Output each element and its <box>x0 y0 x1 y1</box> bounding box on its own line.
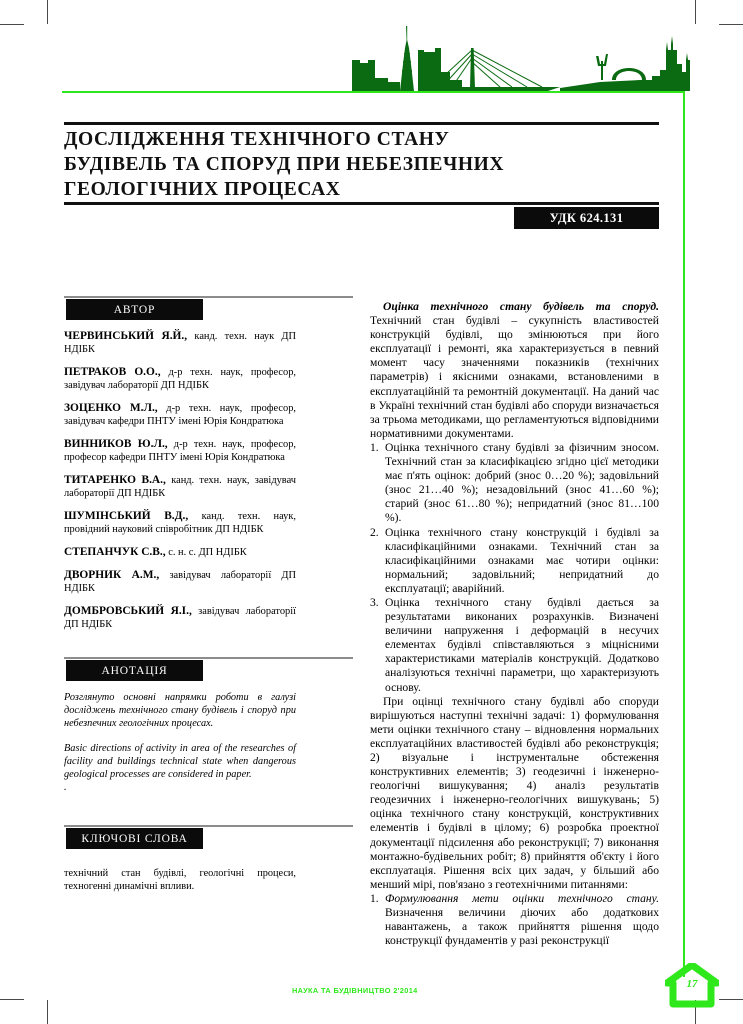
title-rule-bottom <box>64 202 659 205</box>
author-entry <box>64 402 296 428</box>
left-column <box>64 296 296 893</box>
page-title <box>64 127 664 202</box>
author-entry <box>64 546 296 559</box>
author-role: канд. техн. наук ДП НДІБК <box>64 331 296 355</box>
intro-paragraph <box>370 300 659 441</box>
author-section-rule <box>64 296 353 298</box>
author-name: ЗОЦЕНКО М.Л., <box>64 402 158 414</box>
footer-journal-name: НАУКА ТА БУДІВНИЦТВО 2'2014 <box>292 986 418 995</box>
page-title-line-1: ДОСЛІДЖЕННЯ ТЕХНІЧНОГО СТАНУ <box>64 129 450 150</box>
list-item-text: Оцінка технічного стану будівлі за фізичним зносом. Технічний стан за класифікацією згідно цієї методики має п'ять оцінок: добрий (знос 0…20 %); задовільний (знос 21…40 %); незадовільний (знос 41…60 %); старий (знос 61…80 %); непридатний (знос 81…100 %). <box>385 440 659 525</box>
author-entry <box>64 510 296 536</box>
annotation-ukrainian: Розглянуто основні напрямки роботи в галузі досліджень технічного стану будівель і споруд при небезпечних геологічних процесах. <box>64 692 296 730</box>
author-role: завідувач лабораторії ДП НДІБК <box>64 606 296 630</box>
annotation-trailing-dot: . <box>64 782 67 794</box>
list-item-text: Оцінка технічного стану конструкцій і будівлі за класифікаційними ознаками. Технічний стан за класифікаційними ознаками має чотири оцінки: нормальний; задовільний; непридатний до експлуатації; аварійний. <box>385 525 659 595</box>
page-title-line-2: БУДІВЕЛЬ ТА СПОРУД ПРИ НЕБЕЗПЕЧНИХ <box>64 154 505 175</box>
author-role: канд. техн. наук, завідувач лабораторії ДП НДІБК <box>64 475 296 499</box>
author-entry <box>64 438 296 464</box>
author-name: ЧЕРВИНСЬКИЙ Я.Й., <box>64 330 188 342</box>
list-item <box>370 596 659 695</box>
list-item-number: 1. <box>370 891 379 905</box>
keywords-section-label: КЛЮЧОВІ СЛОВА <box>66 828 203 849</box>
page-title-line-3: ГЕОЛОГІЧНИХ ПРОЦЕСАХ <box>64 179 341 200</box>
crop-mark-top-right-horizontal <box>719 24 743 25</box>
intro-lead-phrase: Оцінка технічного стану будівель та споруд. <box>383 300 659 313</box>
annotation-section-label: АНОТАЦІЯ <box>66 660 203 681</box>
annotation-section-rule <box>64 657 353 659</box>
list-item-number: 1. <box>370 440 379 454</box>
list-item-number: 3. <box>370 595 379 609</box>
list-item <box>370 526 659 596</box>
tasks-paragraph: При оцінці технічного стану будівлі або споруди вирішуються наступні технічні задачі: 1) формулювання мети оцінки технічного стану – відновлення нормальних експлуатаційних властивостей будівлі або реконструкція; 2) візуальне і інструментальне обстеження конструктивних елементів; 3) геодезичні і інженерно-геологічні вишукування; 4) аналіз результатів геодезичних і інженерно-геологічних вишукувань; 5) оцінка технічного стану конструкцій, конструктивних елементів і будівлі в цілому; 6) розробка проектної документації підсилення або реконструкції; 7) виконання монтажно-будівельних робіт; 8) прийняття об'єкту і його експлуатація. Рішення всіх цих задач, у більший або менший мірі, пов'язано з геотехнічними питаннями: <box>370 694 659 891</box>
annotation-english: Basic directions of activity in area of the researches of facility and buildings technical state when dangerous geological processes are considered in paper. <box>64 742 296 781</box>
green-accent-vertical-rule <box>683 91 685 977</box>
page-number: 17 <box>686 978 698 990</box>
author-name: ТИТАРЕНКО В.А., <box>64 474 166 486</box>
list-item-number: 2. <box>370 525 379 539</box>
geotech-list <box>370 892 659 948</box>
author-role: канд. техн. наук, провідний науковий співробітник ДП НДІБК <box>64 511 296 535</box>
title-rule-top <box>64 122 659 125</box>
author-role: завідувач лабораторії ДП НДІБК <box>64 570 296 594</box>
author-entry <box>64 605 296 631</box>
author-entry <box>64 366 296 392</box>
list-item-text: Визначення величини діючих або додаткових навантажень, а також прийняття рішення щодо конструкції фундаментів у разі реконструкції <box>385 906 659 948</box>
udk-badge: УДК 624.131 <box>514 207 659 229</box>
author-name: ДОМБРОВСЬКИЙ Я.І., <box>64 605 192 617</box>
author-name: СТЕПАНЧУК С.В., <box>64 546 166 558</box>
crop-mark-bottom-right-horizontal <box>719 999 743 1000</box>
crop-mark-top-right-vertical <box>695 0 696 24</box>
skyline-icon <box>0 20 690 92</box>
author-section-header <box>64 296 296 321</box>
author-section-label: АВТОР <box>66 299 203 320</box>
author-name: ПЕТРАКОВ О.О., <box>64 366 161 378</box>
author-name: ВИННИКОВ Ю.Л., <box>64 438 168 450</box>
methods-list <box>370 441 659 695</box>
author-name: ДВОРНИК А.М., <box>64 569 160 581</box>
crop-mark-bottom-left-horizontal <box>0 999 24 1000</box>
annotation-section-header <box>64 657 296 682</box>
author-role: д-р техн. наук, професор, професор кафедри ПНТУ імені Юрія Кондратюка <box>64 439 296 463</box>
author-name: ШУМІНСЬКИЙ В.Д., <box>64 510 189 522</box>
kyiv-skyline-illustration <box>0 20 690 92</box>
keywords-list: технічний стан будівлі, геологічні процеси, техногенні динамічні впливи. <box>64 868 296 893</box>
author-entry <box>64 330 296 356</box>
list-item-text: Оцінка технічного стану будівлі дається за результатами виконаних розрахунків. Визначені величини напруження і деформацій в несучих елементах будівлі співставляються з міцнісними характеристиками матеріалів конструкцій. Додатково аналізуються технічні параметри, що характеризують основу. <box>385 595 659 694</box>
keywords-section-rule <box>64 825 353 827</box>
author-role: д-р техн. наук, професор, завідувач лабораторії ДП НДІБК <box>64 367 296 391</box>
crop-mark-bottom-left-vertical <box>47 1000 48 1024</box>
list-item-emphasis: Формулювання мети оцінки технічного стану. <box>385 891 659 905</box>
list-item <box>370 892 659 948</box>
right-column <box>370 300 659 948</box>
author-role: д-р техн. наук, професор, завідувач кафедри ПНТУ імені Юрія Кондратюка <box>64 403 297 427</box>
list-item <box>370 441 659 526</box>
author-role: с. н. с. ДП НДІБК <box>168 547 247 558</box>
author-entry <box>64 474 296 500</box>
green-accent-baseline <box>62 91 685 93</box>
keywords-section-header <box>64 825 296 850</box>
author-entry <box>64 569 296 595</box>
intro-body-text: Технічний стан будівлі – сукупність властивостей конструкцій будівлі, що змінюються при його експлуатації і ремонті, яка характеризується в певний момент часу значеннями показників (технічних параметрів) і якісними ознаками, встановленими в експлуатаційній та ремонтній документації. На даний час в Україні технічний стан будівлі або споруди визначається за трьома методиками, що регламентуються відповідними нормативними документами. <box>370 314 659 440</box>
